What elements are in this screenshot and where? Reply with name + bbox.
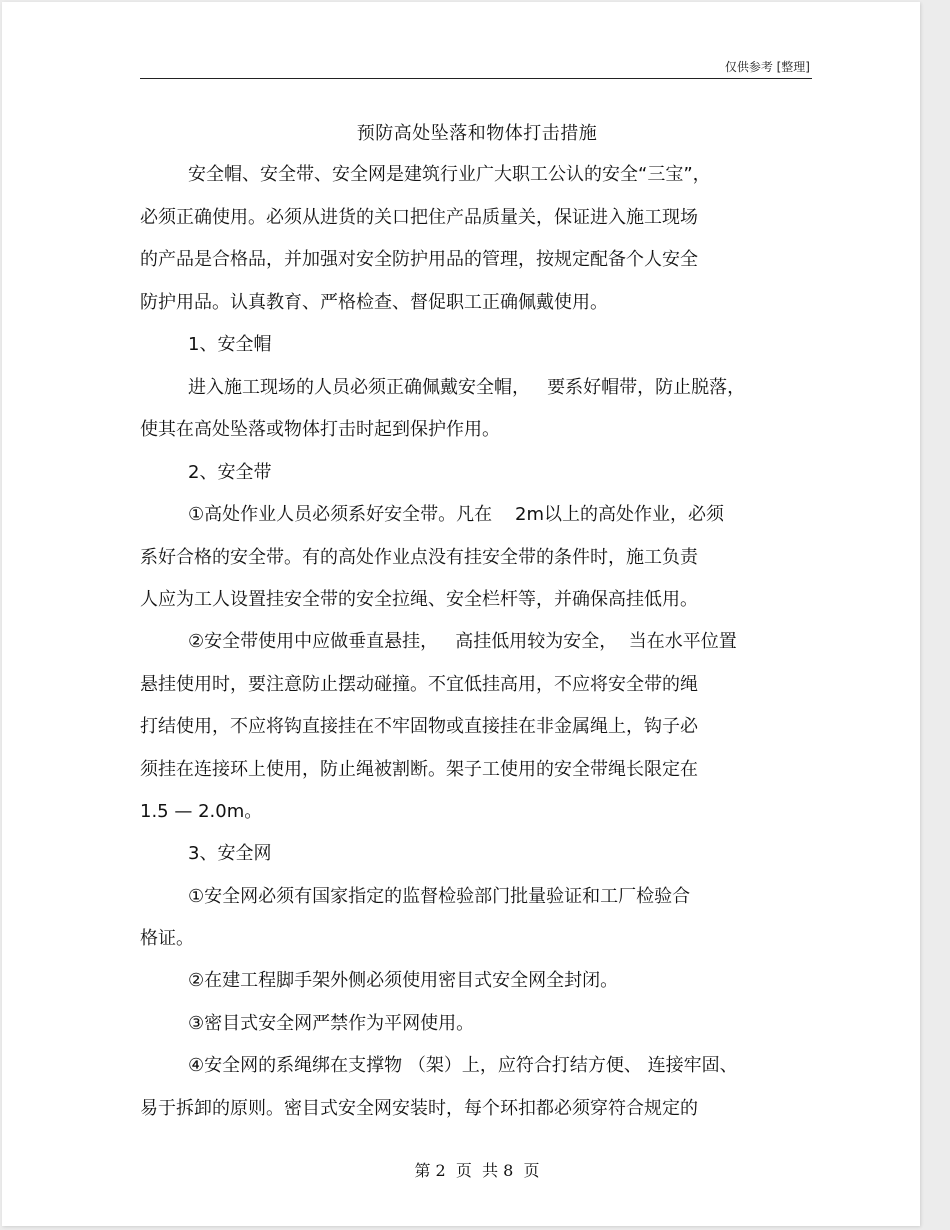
paragraph-line: ④安全网的系绳绑在支撑物 （架）上，应符合打结方便、 连接牢固、 — [188, 1055, 738, 1076]
section-heading: 1、安全帽 — [188, 334, 272, 355]
paragraph-line: ③密目式安全网严禁作为平网使用。 — [188, 1013, 475, 1034]
page-number: 第 2 页 共 8 页 — [414, 1161, 540, 1180]
header-divider — [140, 78, 812, 79]
paragraph-line: 悬挂使用时，要注意防止摆动碰撞。不宜低挂高用，不应将安全带的绳 — [140, 674, 698, 695]
paragraph-line: 易于拆卸的原则。密目式安全网安装时，每个环扣都必须穿符合规定的 — [140, 1098, 698, 1119]
paragraph-line: 的产品是合格品，并加强对安全防护用品的管理，按规定配备个人安全 — [140, 249, 698, 270]
section-heading: 2、安全带 — [188, 462, 272, 483]
paragraph-line: 人应为工人设置挂安全带的安全拉绳、安全栏杆等，并确保高挂低用。 — [140, 589, 698, 610]
paragraph-line: 1.5 — 2.0m。 — [140, 801, 263, 822]
paragraph-line: 打结使用，不应将钩直接挂在不牢固物或直接挂在非金属绳上，钩子必 — [140, 716, 698, 737]
paragraph-line: 使其在高处坠落或物体打击时起到保护作用。 — [140, 419, 500, 440]
paragraph-line: 安全帽、安全带、安全网是建筑行业广大职工公认的安全“三宝”， — [188, 164, 711, 185]
paragraph-line: ②在建工程脚手架外侧必须使用密目式安全网全封闭。 — [188, 970, 619, 991]
document-page — [2, 2, 920, 1226]
header-note: 仅供参考 [整理] — [724, 60, 810, 74]
paragraph-line: 系好合格的安全带。有的高处作业点没有挂安全带的条件时，施工负责 — [140, 547, 698, 568]
paragraph-line: ①高处作业人员必须系好安全带。凡在 2m以上的高处作业，必须 — [188, 504, 725, 525]
paragraph-line: 必须正确使用。必须从进货的关口把住产品质量关，保证进入施工现场 — [140, 207, 698, 228]
paragraph-line: ①安全网必须有国家指定的监督检验部门批量验证和工厂检验合 — [188, 886, 691, 907]
paragraph-line: ②安全带使用中应做垂直悬挂， 高挂低用较为安全， 当在水平位置 — [188, 631, 737, 652]
paragraph-line: 须挂在连接环上使用，防止绳被割断。架子工使用的安全带绳长限定在 — [140, 759, 698, 780]
document-title: 预防高处坠落和物体打击措施 — [356, 123, 598, 144]
paragraph-line: 进入施工现场的人员必须正确佩戴安全帽， 要系好帽带，防止脱落， — [188, 377, 746, 398]
paragraph-line: 防护用品。认真教育、严格检查、督促职工正确佩戴使用。 — [140, 292, 608, 313]
section-heading: 3、安全网 — [188, 843, 272, 864]
paragraph-line: 格证。 — [140, 928, 194, 949]
